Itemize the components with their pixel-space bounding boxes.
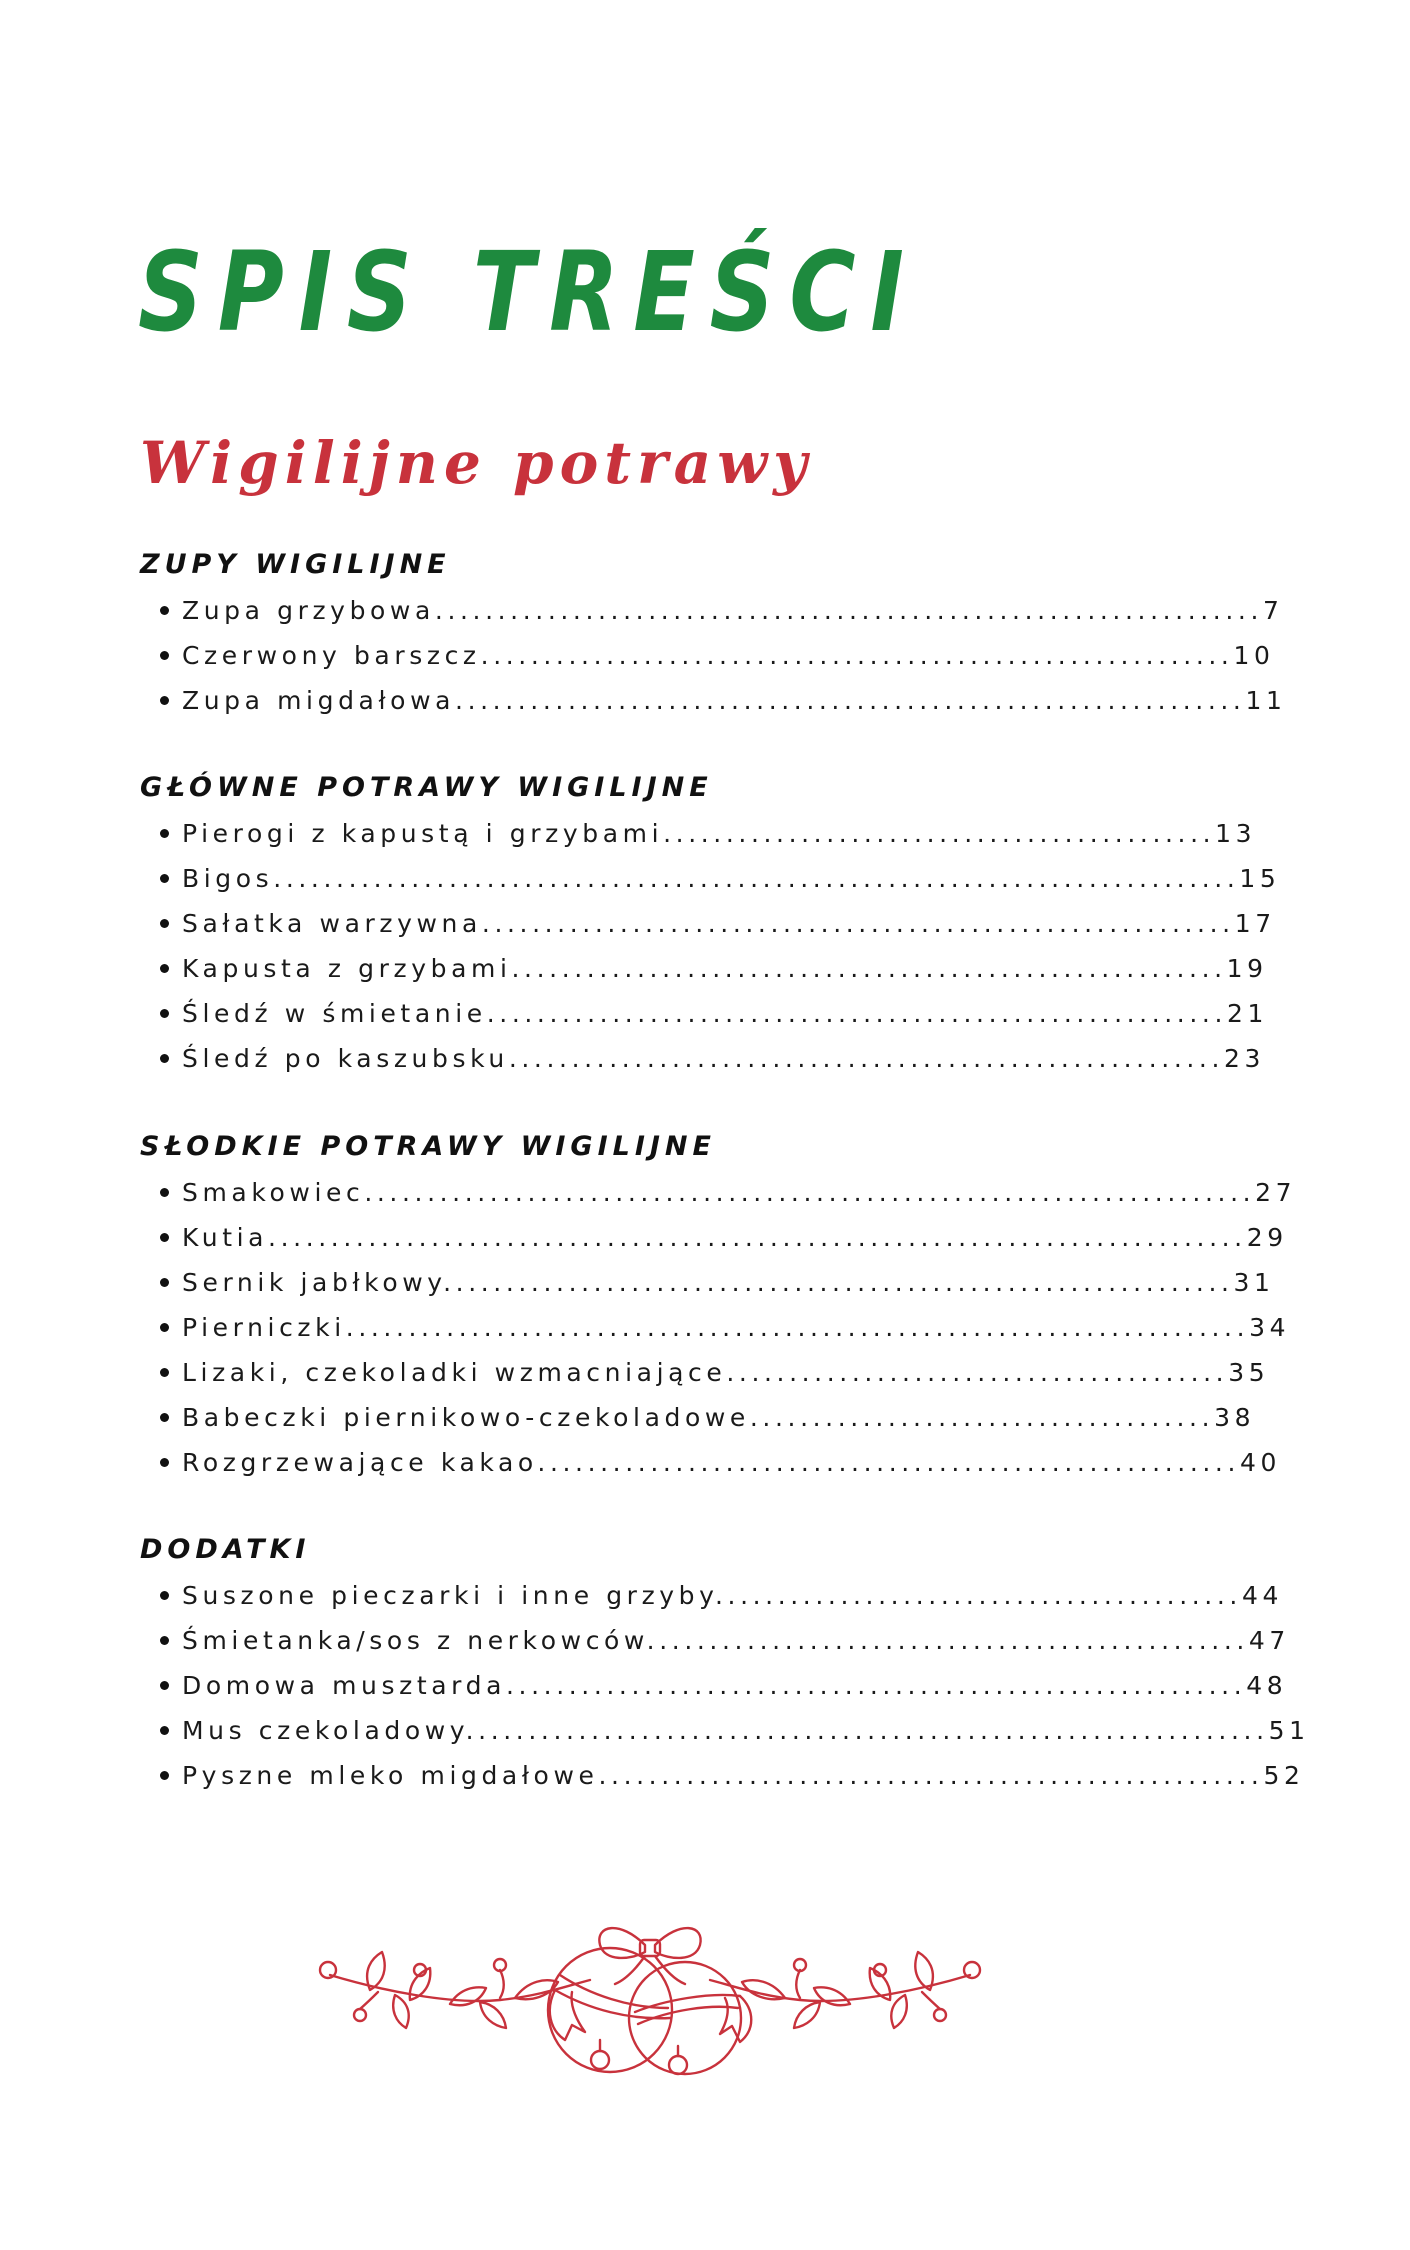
toc-entry[interactable] [140, 1440, 1282, 1485]
section-glowne [140, 771, 1281, 1081]
toc-entry-text: Zupa grzybowa..................................................................7 [182, 596, 1284, 625]
bullet-icon [160, 829, 169, 838]
toc-entry[interactable] [140, 1708, 1310, 1753]
bullet-icon [160, 1726, 169, 1735]
bullet-icon [160, 1413, 169, 1422]
bullet-icon [160, 1771, 169, 1780]
toc-entry[interactable] [140, 811, 1257, 856]
bullet-icon [160, 651, 169, 660]
bullet-icon [160, 1636, 169, 1645]
toc-entry[interactable] [140, 1305, 1291, 1350]
bullet-icon [160, 919, 169, 928]
toc-entry[interactable] [140, 633, 1275, 678]
toc-entry-text: Rozgrzewające kakao........................................................40 [182, 1448, 1282, 1477]
bullet-icon [160, 1188, 169, 1197]
bullet-icon [160, 696, 169, 705]
toc-entry[interactable] [140, 1573, 1283, 1618]
toc-entry[interactable] [140, 1350, 1270, 1395]
toc-entry[interactable] [140, 678, 1287, 723]
section-heading: ZUPY WIGILIJNE [140, 549, 451, 580]
toc-entry-text: Bigos.............................................................................15 [182, 864, 1281, 893]
toc-entry[interactable] [140, 588, 1284, 633]
section-dodatki [140, 1533, 1310, 1798]
toc-entry-text: Suszone pieczarki i inne grzyby..........................................44 [182, 1581, 1283, 1610]
toc-list [140, 588, 1287, 723]
toc-entry-text: Mus czekoladowy................................................................51 [182, 1716, 1310, 1745]
toc-entry[interactable] [140, 1663, 1288, 1708]
bullet-icon [160, 1233, 169, 1242]
toc-entry-text: Sałatka warzywna............................................................17 [182, 909, 1276, 938]
toc-entry[interactable] [140, 946, 1268, 991]
toc-entry-text: Śledź w śmietanie...........................................................21 [182, 999, 1268, 1028]
toc-entry-text: Babeczki piernikowo-czekoladowe.....................................38 [182, 1403, 1256, 1432]
toc-list [140, 1170, 1297, 1485]
bullet-icon [160, 964, 169, 973]
toc-entry[interactable] [140, 991, 1268, 1036]
bullet-icon [160, 1323, 169, 1332]
toc-entry-text: Czerwony barszcz............................................................10 [182, 641, 1275, 670]
bullet-icon [160, 1278, 169, 1287]
section-heading: GŁÓWNE POTRAWY WIGILIJNE [140, 772, 713, 803]
toc-entry[interactable] [140, 856, 1281, 901]
toc-list [140, 811, 1281, 1081]
toc-entry[interactable] [140, 1395, 1256, 1440]
toc-entry-text: Smakowiec.......................................................................27 [182, 1178, 1297, 1207]
section-heading: DODATKI [140, 1534, 311, 1565]
toc-entry[interactable] [140, 901, 1276, 946]
toc-entry[interactable] [140, 1260, 1275, 1305]
section-zupy [140, 548, 1287, 723]
bullet-icon [160, 1368, 169, 1377]
page-subtitle: Wigilijne potrawy [140, 429, 813, 497]
toc-entry[interactable] [140, 1215, 1288, 1260]
toc-list [140, 1573, 1310, 1798]
christmas-bells-garland-icon [300, 1900, 1000, 2080]
toc-entry-text: Pyszne mleko migdałowe.....................................................52 [182, 1761, 1305, 1790]
toc-entry-text: Pierogi z kapustą i grzybami............................................13 [182, 819, 1257, 848]
toc-entry-text: Pierniczki........................................................................34 [182, 1313, 1291, 1342]
toc-entry-text: Sernik jabłkowy...............................................................31 [182, 1268, 1275, 1297]
toc-entry-text: Zupa migdałowa...............................................................11 [182, 686, 1287, 715]
toc-entry-text: Lizaki, czekoladki wzmacniające........................................35 [182, 1358, 1270, 1387]
bullet-icon [160, 1458, 169, 1467]
section-heading: SŁODKIE POTRAWY WIGILIJNE [140, 1131, 716, 1162]
page-title: SPIS TREŚCI [138, 228, 919, 356]
bullet-icon [160, 1054, 169, 1063]
toc-entry-text: Domowa musztarda...........................................................48 [182, 1671, 1288, 1700]
toc-entry-text: Śmietanka/sos z nerkowców................................................47 [182, 1626, 1290, 1655]
section-slodkie [140, 1130, 1297, 1485]
bullet-icon [160, 606, 169, 615]
bullet-icon [160, 1009, 169, 1018]
bullet-icon [160, 874, 169, 883]
toc-entry[interactable] [140, 1170, 1297, 1215]
toc-entry[interactable] [140, 1618, 1290, 1663]
toc-entry-text: Śledź po kaszubsku.........................................................23 [182, 1044, 1266, 1073]
bullet-icon [160, 1591, 169, 1600]
toc-entry-text: Kapusta z grzybami.........................................................19 [182, 954, 1268, 983]
toc-entry[interactable] [140, 1036, 1266, 1081]
toc-entry-text: Kutia..............................................................................29 [182, 1223, 1288, 1252]
toc-entry[interactable] [140, 1753, 1305, 1798]
bullet-icon [160, 1681, 169, 1690]
